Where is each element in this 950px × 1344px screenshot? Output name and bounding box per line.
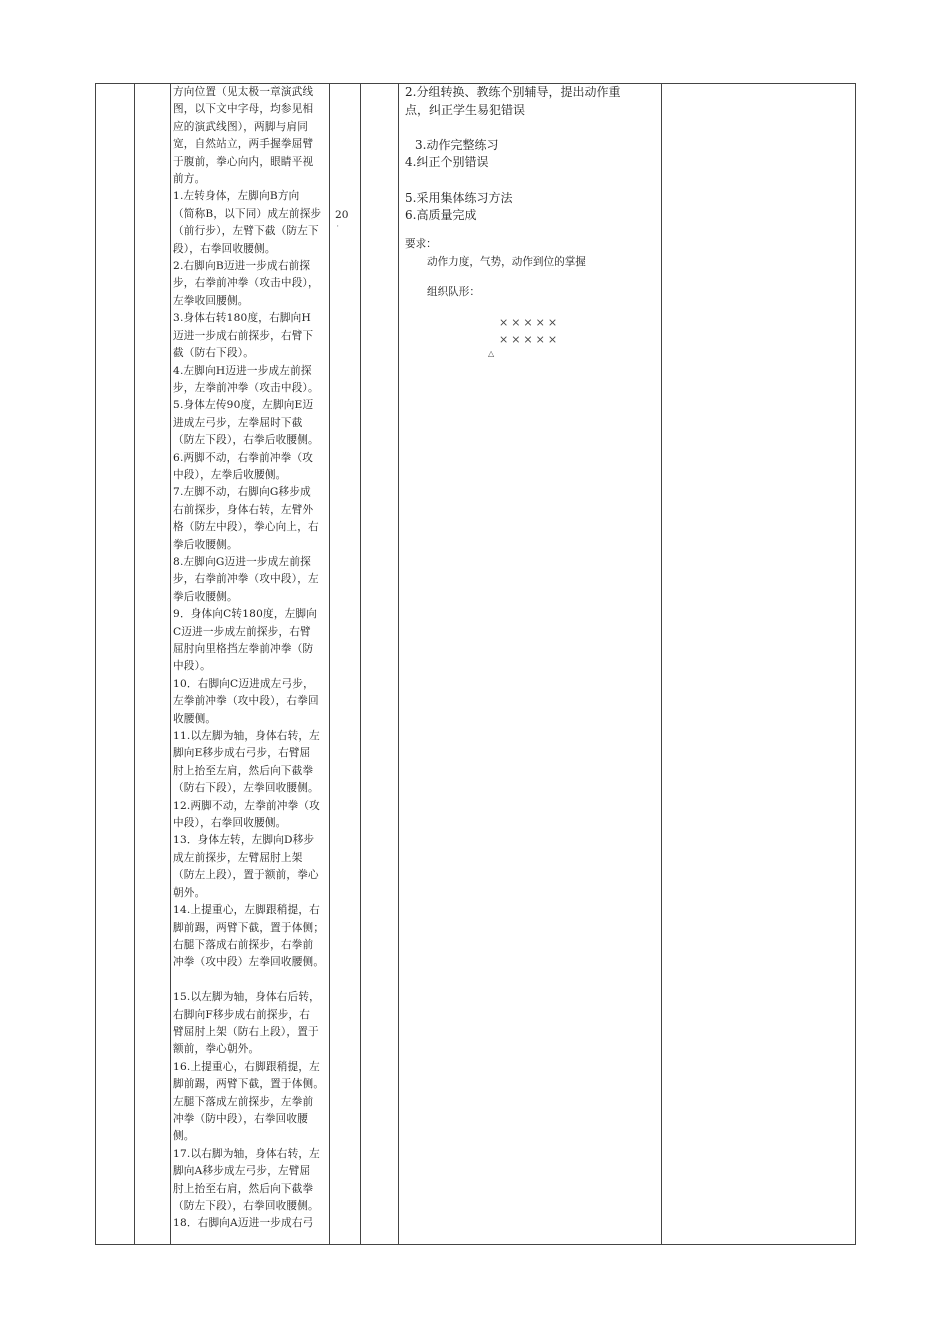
content-line: 右腿下落成右前探步，右拳前	[173, 938, 314, 951]
column-divider	[134, 84, 135, 1244]
content-line: 中段），左拳后收腰侧。	[173, 468, 287, 481]
lesson-table	[95, 83, 856, 1245]
content-line: 脚前踢，两臂下截，置于体侧。	[173, 1078, 325, 1091]
content-line: 拳后收腰侧。	[173, 590, 238, 603]
formation-diagram	[499, 314, 560, 348]
teacher-position-marker: △	[488, 349, 495, 358]
content-line: 方向位置（见太极一章演武线	[173, 86, 314, 98]
content-line: 18．右脚向A迈进一步成右弓	[173, 1217, 314, 1230]
content-line: 截（防右下段）。	[173, 347, 255, 360]
content-line: 2.右脚向B迈进一步成右前探	[173, 260, 311, 273]
content-line: 段），右拳回收腰侧。	[173, 242, 276, 255]
column-divider	[360, 84, 361, 1244]
time-value: 20	[335, 209, 349, 221]
content-line: 11.以左脚为轴，身体右转，左	[173, 730, 320, 743]
content-line: 朝外。	[173, 886, 206, 899]
content-line: 臂屈肘上架（防右上段），置于	[173, 1025, 319, 1038]
content-line: 肘上抬至右肩，然后向下截拳	[173, 1182, 314, 1195]
content-line: 冲拳（攻中段）左拳回收腰侧。	[173, 956, 325, 969]
content-line: 收腰侧。	[173, 712, 217, 725]
content-line: 中段），右拳回收腰侧。	[173, 817, 287, 830]
requirement-label: 要求：	[405, 237, 437, 250]
method-line: 2.分组转换、教练个别辅导，提出动作重	[405, 85, 621, 99]
content-line: 3.身体右转180度，右脚向H	[173, 312, 311, 325]
content-line: （简称B，以下同）成左前探步	[173, 207, 322, 220]
content-line: C迈进一步成左前探步，右臂	[173, 625, 311, 638]
content-line: 脚向A移步成左弓步，左臂屈	[173, 1165, 311, 1178]
content-line: （前行步），左臂下截（防左下	[173, 225, 319, 238]
content-line: 17.以右脚为轴，身体右转，左	[173, 1147, 320, 1160]
content-line: 5.身体左传90度，左脚向E迈	[173, 399, 314, 412]
content-line: （防左下段），右拳回收腰侧。	[173, 1199, 319, 1212]
content-line: 1.左转身体，左脚向B方向	[173, 190, 300, 203]
content-line: 步，左拳前冲拳（攻击中段）。	[173, 381, 319, 394]
content-line: 左腿下落成左前探步，左拳前	[173, 1095, 314, 1108]
method-line: 3.动作完整练习	[415, 137, 499, 152]
content-line: 中段）。	[173, 660, 211, 673]
content-line: 步，右拳前冲拳（攻中段），左	[173, 573, 319, 586]
column-divider	[398, 84, 399, 1244]
content-line: 左拳前冲拳（攻中段），右拳回	[173, 695, 319, 708]
content-line: 格（防左中段），拳心向上，右	[173, 521, 319, 534]
content-line: 宽，自然站立，两手握拳屈臂	[173, 138, 314, 151]
content-line: 右前探步，身体右转，左臂外	[173, 503, 314, 516]
content-line: 额前，拳心朝外。	[173, 1043, 260, 1056]
content-line: 前方。	[173, 173, 206, 186]
content-line: 9．身体向C转180度，左脚向	[173, 608, 318, 621]
requirement-text: 动作力度，气势，动作到位的掌握	[427, 255, 586, 268]
content-line: 侧。	[173, 1130, 195, 1143]
content-line: 应的演武线图），两脚与肩同	[173, 120, 309, 133]
content-line: 肘上抬至左肩，然后向下截拳	[173, 764, 314, 777]
content-line: 14.上提重心，左脚跟稍提，右	[173, 904, 320, 917]
content-line: 脚向E移步成右弓步，右臂屈	[173, 747, 311, 760]
content-line: 10．右脚向C迈进成左弓步，	[173, 677, 314, 690]
formation-row: ×××××	[499, 333, 561, 346]
method-line: 4.纠正个别错误	[405, 155, 489, 170]
content-line: 7.左脚不动，右脚向G移步成	[173, 486, 311, 499]
content-line: 脚前踢，两臂下截，置于体侧；	[173, 921, 325, 934]
content-line: 于腹前，拳心向内，眼睛平视	[173, 155, 314, 168]
content-line: 步，右拳前冲拳（攻击中段），	[173, 277, 319, 290]
column-divider	[170, 84, 171, 1244]
content-line: 13．身体左转，左脚向D移步	[173, 834, 315, 847]
content-line: 12.两脚不动，左拳前冲拳（攻	[173, 799, 320, 812]
method-line: 点，纠正学生易犯错误	[405, 102, 526, 117]
content-line: （防左下段），右拳后收腰侧。	[173, 434, 319, 447]
content-line: 4.左脚向H迈进一步成左前探	[173, 364, 312, 377]
content-line: （防右下段），左拳回收腰侧。	[173, 782, 319, 795]
method-line: 5.采用集体练习方法	[405, 190, 513, 205]
content-line: 6.两脚不动，右拳前冲拳（攻	[173, 451, 314, 464]
time-column	[335, 209, 361, 233]
content-line: 15.以左脚为轴，身体右后转，	[173, 991, 320, 1004]
content-line: 16.上提重心，右脚跟稍提，左	[173, 1060, 320, 1073]
formation-row: ×××××	[499, 316, 561, 329]
content-line: 右脚向F移步成右前探步，右	[173, 1008, 311, 1021]
content-line: 图，以下文中字母，均参见相	[173, 103, 314, 116]
formation-label: 组织队形：	[427, 285, 480, 298]
method-line: 6.高质量完成	[405, 208, 477, 223]
content-line	[173, 972, 330, 989]
content-line: 左拳收回腰侧。	[173, 294, 249, 307]
content-line: 8.左脚向G迈进一步成左前探	[173, 555, 311, 568]
time-mark: '	[337, 225, 339, 232]
content-line: 拳后收腰侧。	[173, 538, 238, 551]
content-line: 冲拳（防中段），右拳回收腰	[173, 1112, 309, 1125]
content-line: （防左上段），置于额前，拳心	[173, 869, 319, 882]
content-column	[173, 84, 330, 1233]
content-line: 迈进一步成右前探步，右臂下	[173, 329, 314, 342]
method-column	[405, 84, 665, 301]
content-line: 进成左弓步，左拳屈时下截	[173, 416, 303, 429]
content-line: 屈肘向里格挡左拳前冲拳（防	[173, 643, 314, 655]
content-line: 成左前探步，左臂屈肘上架	[173, 851, 303, 864]
